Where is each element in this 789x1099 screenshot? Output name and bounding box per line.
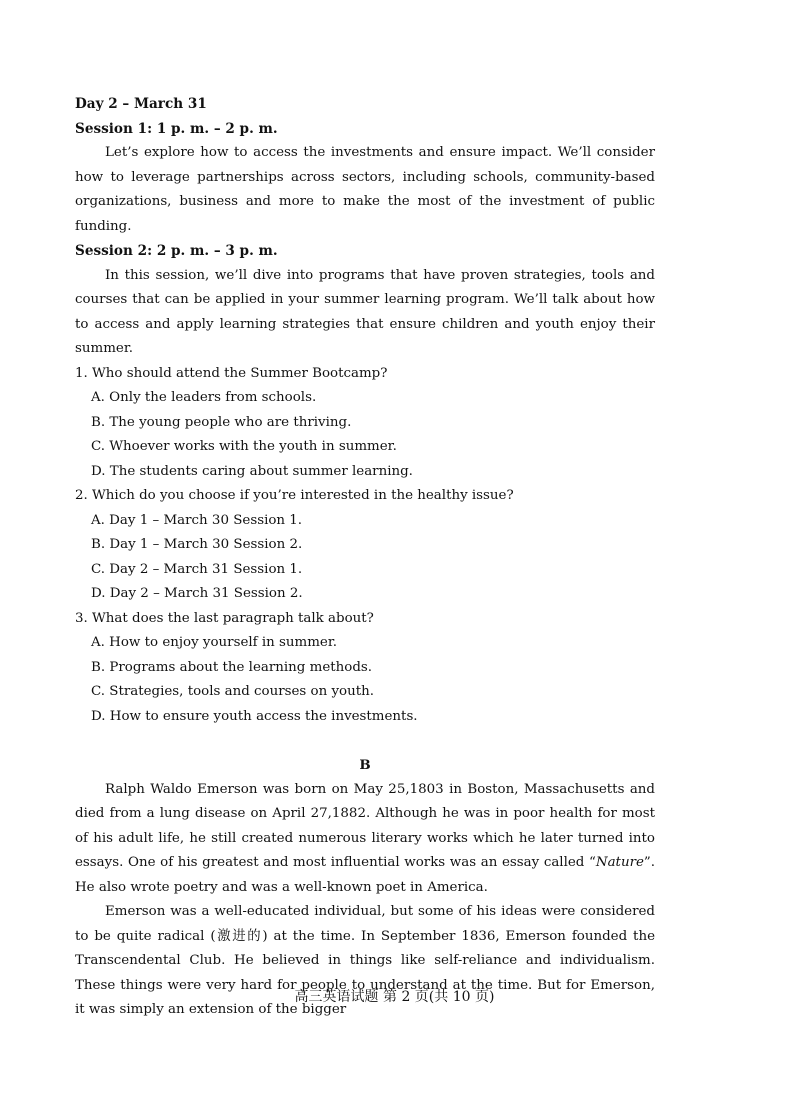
day2-heading: Day 2 – March 31 [75,96,207,112]
essay-title: Nature [595,855,644,870]
question-text: 2. Which do you choose if you’re interested in the healthy issue? [75,488,514,503]
session1-text: Let’s explore how to access the investments and ensure impact. We’ll consider how to leverage partnerships across sectors, including schools, community-based organizations, business and more to make the most of the investment of public funding. [75,145,655,234]
passage-b-paragraph-2: Emerson was a well-educated individual, but some of his ideas were considered to be quite radical (激进的) at the time. In September 1836, Emerson founded the Transcendental Club. He believed in things like self-reliance and individualism. These things were very hard for people to understand at the time. But for Emerson, it was simply an extension of the bigger [75,904,655,1017]
option-b: B. The young people who are thriving. [91,414,352,430]
session2-text: In this session, we’ll dive into programs that have proven strategies, tools and courses that can be applied in your summer learning program. We’ll talk about how to access and apply learning strategies that ensure children and youth enjoy their summer. [75,267,655,356]
option-c: C. Whoever works with the youth in summer. [91,439,397,454]
question-text: 3. What does the last paragraph talk about? [75,610,374,626]
option-c: C. Strategies, tools and courses on youth. [91,684,375,699]
session2-title: Session 2: 2 p. m. – 3 p. m. [75,243,278,259]
session1-title: Session 1: 1 p. m. – 2 p. m. [75,120,278,137]
question-3 [75,607,655,730]
question-text: 1. Who should attend the Summer Bootcamp? [75,365,388,381]
option-a: A. Only the leaders from schools. [91,390,317,405]
page-footer: 高三英语试题 第 2 页(共 10 页) [294,989,495,1005]
option-a: A. Day 1 – March 30 Session 1. [91,512,303,528]
paragraph-text-start: Ralph Waldo Emerson was born on May 25,1803 in Boston, Massachusetts and died from a lung disease on April 27,1882. Although he was in poor health for most of his adult life, he still created numerous literary works which he later turned into essays. One of his greatest and most influential works was an essay called “ [75,781,655,870]
option-d: D. Day 2 – March 31 Session 2. [91,586,303,601]
option-d: D. The students caring about summer learning. [91,463,413,479]
question-2 [75,484,655,607]
passage-b-paragraph-1 [75,778,655,901]
option-d: D. How to ensure youth access the investments. [91,708,418,724]
page-content [75,92,655,1023]
section-b-label: B [359,757,371,773]
question-1 [75,362,655,485]
option-c: C. Day 2 – March 31 Session 1. [91,561,303,577]
paragraph-text-end: ”. He also wrote poetry and was a well-known poet in America. [75,855,655,895]
option-b: B. Day 1 – March 30 Session 2. [91,537,303,552]
option-a: A. How to enjoy yourself in summer. [91,635,338,650]
option-b: B. Programs about the learning methods. [91,659,373,675]
